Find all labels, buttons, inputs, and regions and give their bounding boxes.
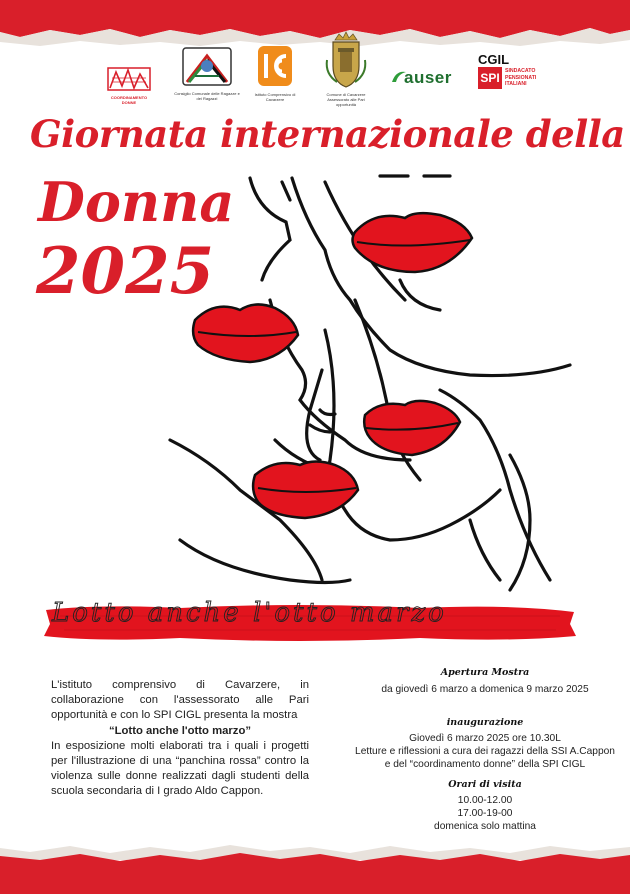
logo-comune-cavarzere [318, 30, 374, 110]
spi-subtitle: SINDACATO PENSIONATI ITALIANI [505, 68, 537, 87]
exhibit-title: “Lotto anche l'otto marzo” [108, 724, 251, 737]
istituto-comprensivo-icon [252, 44, 298, 90]
schedule-orari [340, 778, 630, 833]
logo-istituto-comprensivo [250, 44, 300, 110]
schedule-apertura [340, 666, 630, 696]
spi-wordmark: SPI [478, 67, 502, 89]
logo-caption: Istituto Comprensivo di Cavarzere [254, 92, 296, 102]
logo-caption: COORDINAMENTO DONNE [110, 95, 148, 105]
description-paragraph-1: L'istituto comprensivo di Cavarzere, in collaborazione con l'assessorato alle Pari opportunità e con lo SPI CIGL presenta la mostra [51, 679, 309, 722]
coordinamento-donne-icon [104, 64, 154, 94]
title-line-3: 2025 [36, 234, 215, 309]
orari-sunday: domenica solo mattina [434, 821, 536, 832]
inaugurazione-description-1: Letture e riflessioni a cura dei ragazzi della SSI A.Cappon [355, 746, 615, 757]
description-block [51, 678, 309, 800]
inaugurazione-description-2: e del “coordinamento donne” della SPI CIGL [384, 759, 586, 770]
schedule-inaugurazione [340, 716, 630, 771]
logo-caption: Comune di Cavarzere Assessorato alle Pari opportunità [326, 92, 366, 107]
inaugurazione-heading: inaugurazione [446, 717, 524, 728]
apertura-dates: da giovedì 6 marzo a domenica 9 marzo 2025 [381, 684, 589, 695]
coat-of-arms-icon [323, 30, 369, 90]
title-line-2: Donna [38, 170, 235, 234]
cgil-wordmark: CGIL [478, 52, 510, 67]
logo-caption: Consiglio Comunale delle Ragazze e dei Ragazzi [174, 91, 240, 101]
consiglio-comunale-icon [177, 44, 237, 89]
logo-cgil-spi [478, 52, 542, 98]
logo-auser [390, 66, 456, 90]
inaugurazione-datetime: Giovedì 6 marzo 2025 ore 10.30L [409, 733, 561, 744]
logo-coordinamento-donne [104, 64, 154, 106]
logo-consiglio-comunale [172, 44, 242, 110]
orari-heading: Orari di visita [448, 779, 522, 790]
title-line-1: Giornata internazionale della [30, 112, 625, 156]
top-torn-border [0, 0, 630, 50]
orari-morning: 10.00-12.00 [457, 795, 513, 806]
description-paragraph-2: In esposizione molti elaborati tra i quali i progetti per l'illustrazione di una “panchina rossa” contro la violenza sulle donne realizzati dagli studenti della scuola secondaria di I grado Aldo Cappon. [51, 739, 309, 798]
banner-text: Lotto anche l'otto marzo [52, 598, 447, 628]
faces-illustration [150, 160, 620, 600]
apertura-heading: Apertura Mostra [440, 667, 530, 678]
auser-wordmark: auser [404, 68, 452, 87]
bottom-torn-border [0, 842, 630, 894]
orari-afternoon: 17.00-19-00 [457, 808, 513, 819]
